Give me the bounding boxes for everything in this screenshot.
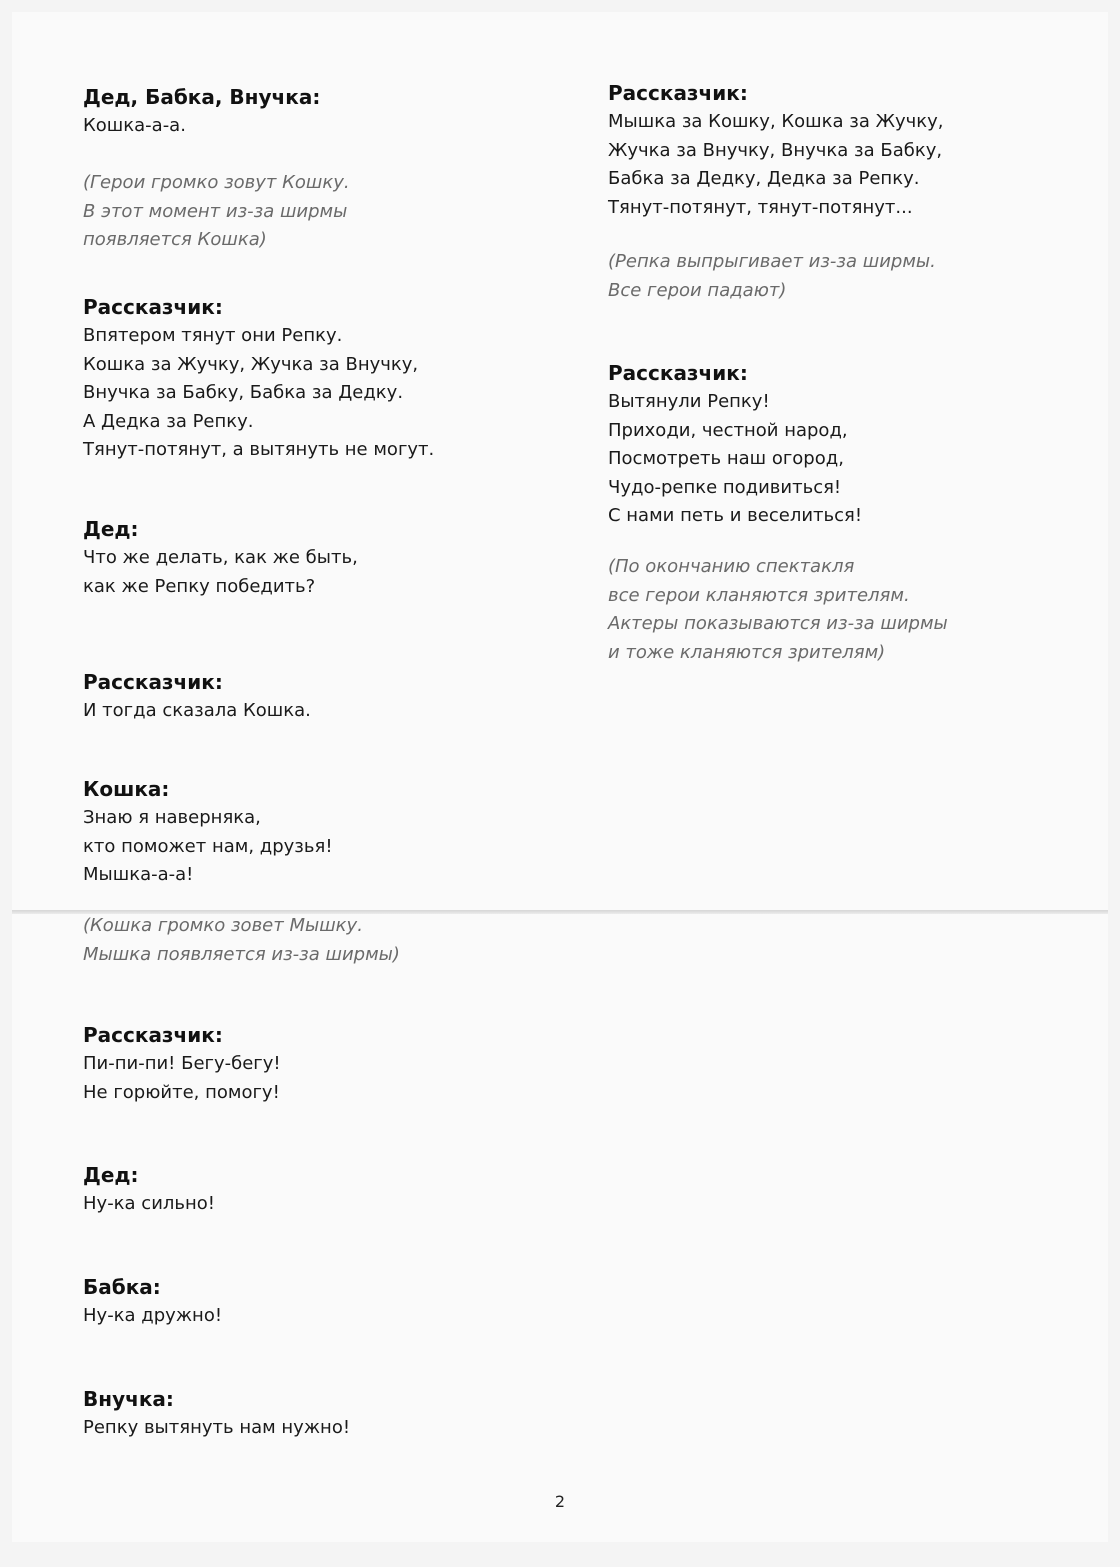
dialogue-block: [83, 1020, 583, 1107]
dialogue-line: кто поможет нам, друзья!: [83, 835, 333, 857]
dialogue-line: Тянут-потянут, тянут-потянут...: [608, 196, 913, 218]
dialogue-line: Впятером тянут они Репку.: [83, 325, 343, 346]
dialogue-block: [83, 1160, 583, 1219]
dialogue-line: Не горюйте, помогу!: [83, 1081, 280, 1103]
speaker-name: Кошка:: [83, 777, 170, 801]
speaker-name: Дед:: [83, 1163, 139, 1187]
dialogue-line: И тогда сказала Кошка.: [83, 700, 311, 721]
stage-direction: [83, 169, 583, 255]
dialogue-line: Мышка-а-а!: [83, 864, 194, 885]
speaker-name: Рассказчик:: [83, 295, 223, 319]
stage-line: появляется Кошка): [83, 229, 267, 250]
dialogue-line: Тянут-потянут, а вытянуть не могут.: [83, 439, 435, 460]
stage-line: Мышка появляется из-за ширмы): [83, 943, 400, 965]
dialogue-line: А Дедка за Репку.: [83, 410, 254, 432]
dialogue-block: [83, 1384, 583, 1443]
dialogue-line: Кошка-а-а.: [83, 115, 186, 136]
script-page: [12, 12, 1108, 1542]
dialogue-line: Вытянули Репку!: [608, 391, 770, 412]
dialogue-line: Ну-ка сильно!: [83, 1193, 216, 1214]
speaker-name: Рассказчик:: [83, 1023, 223, 1047]
stage-direction: [83, 912, 583, 969]
stage-line: все герои кланяются зрителям.: [608, 584, 910, 606]
stage-line: В этот момент из-за ширмы: [83, 200, 348, 222]
stage-line: (Герои громко зовут Кошку.: [83, 172, 350, 193]
stage-direction: [608, 248, 1088, 305]
dialogue-line: Внучка за Бабку, Бабка за Дедку.: [83, 382, 404, 403]
stage-line: и тоже кланяются зрителям): [608, 641, 886, 663]
dialogue-line: С нами петь и веселиться!: [608, 505, 863, 526]
stage-line: (Кошка громко зовет Мышку.: [83, 915, 363, 936]
dialogue-line: Чудо-репке подивиться!: [608, 476, 842, 498]
dialogue-block: [83, 667, 583, 726]
dialogue-line: Приходи, честной народ,: [608, 419, 848, 441]
dialogue-block: [83, 774, 583, 890]
dialogue-line: Что же делать, как же быть,: [83, 547, 358, 568]
stage-line: Все герои падают): [608, 279, 787, 301]
stage-line: (Репка выпрыгивает из-за ширмы.: [608, 251, 936, 272]
dialogue-block: [608, 358, 1088, 531]
dialogue-line: Посмотреть наш огород,: [608, 448, 844, 469]
dialogue-block: [83, 82, 583, 141]
speaker-name: Дед, Бабка, Внучка:: [83, 85, 321, 109]
dialogue-block: [83, 292, 583, 465]
dialogue-line: Бабка за Дедку, Дедка за Репку.: [608, 168, 920, 189]
speaker-name: Внучка:: [83, 1387, 174, 1411]
dialogue-line: Мышка за Кошку, Кошка за Жучку,: [608, 111, 944, 132]
dialogue-block: [83, 514, 583, 601]
dialogue-line: Жучка за Внучку, Внучка за Бабку,: [608, 139, 943, 161]
dialogue-line: Репку вытянуть нам нужно!: [83, 1417, 351, 1438]
stage-line: (По окончанию спектакля: [608, 556, 855, 577]
page-number: 2: [554, 1492, 566, 1511]
dialogue-line: Ну-ка дружно!: [83, 1305, 223, 1326]
dialogue-line: как же Репку победить?: [83, 575, 316, 597]
stage-line: Актеры показываются из-за ширмы: [608, 613, 948, 634]
speaker-name: Бабка:: [83, 1275, 161, 1299]
speaker-name: Рассказчик:: [83, 670, 223, 694]
stage-direction: [608, 553, 1088, 667]
dialogue-block: [608, 78, 1088, 222]
dialogue-line: Знаю я наверняка,: [83, 807, 261, 828]
dialogue-line: Пи-пи-пи! Бегу-бегу!: [83, 1053, 281, 1074]
speaker-name: Рассказчик:: [608, 361, 748, 385]
speaker-name: Дед:: [83, 517, 139, 541]
speaker-name: Рассказчик:: [608, 81, 748, 105]
dialogue-block: [83, 1272, 583, 1331]
dialogue-line: Кошка за Жучку, Жучка за Внучку,: [83, 353, 419, 375]
